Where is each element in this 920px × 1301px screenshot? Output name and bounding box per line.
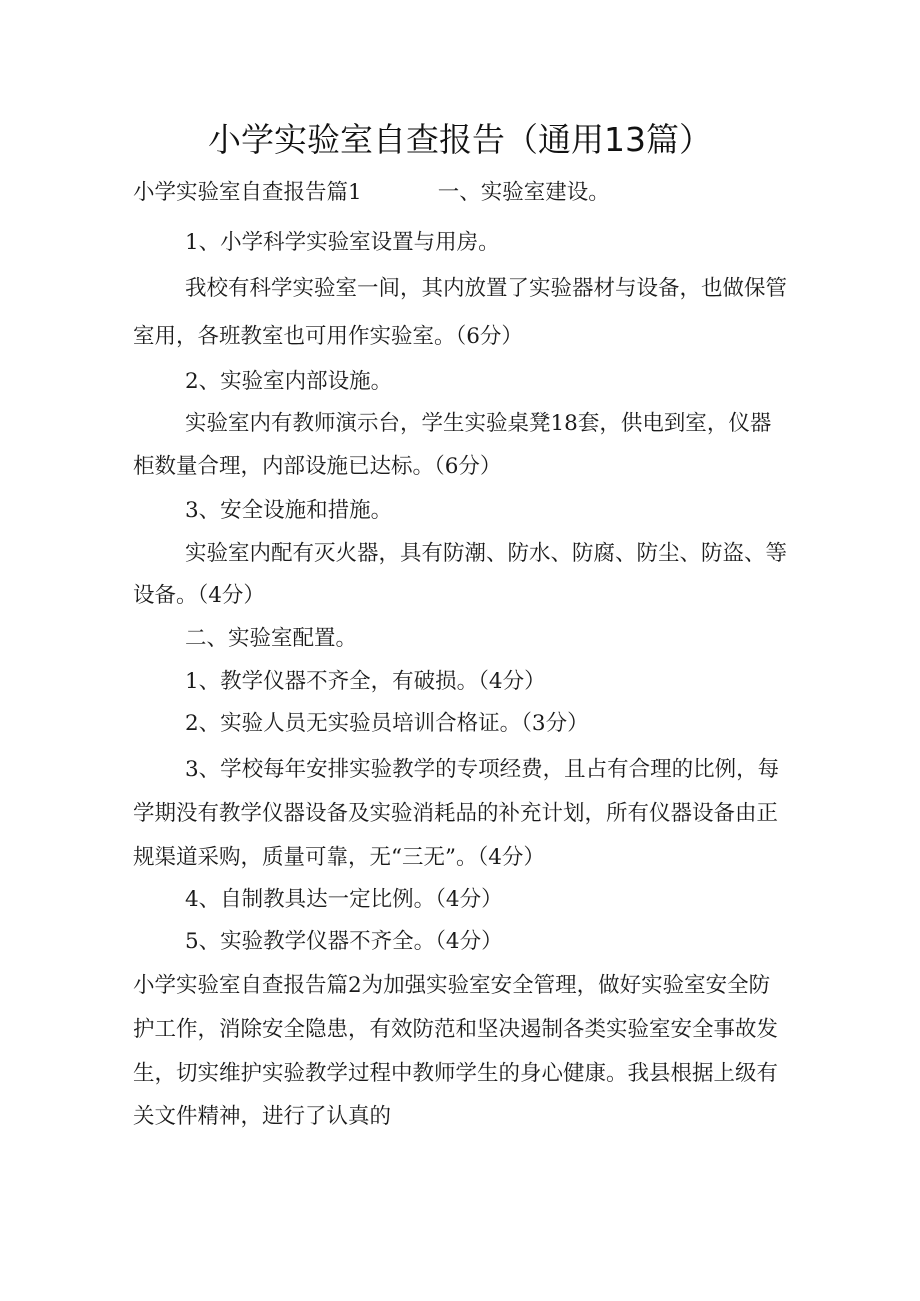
paragraph-line: 我校有科学实验室一间，其内放置了实验器材与设备，也做保管 xyxy=(185,276,788,301)
paragraph-line: 2、实验室内部设施。 xyxy=(185,369,393,394)
paragraph-line: 室用，各班教室也可用作实验室。（6分） xyxy=(133,324,523,349)
paragraph-line: 二、实验室配置。 xyxy=(185,626,358,651)
paragraph-line: 小学实验室自查报告篇2为加强实验室安全管理，做好实验室安全防 xyxy=(133,973,771,998)
paragraph-line: 实验室内配有灭火器，具有防潮、防水、防腐、防尘、防盗、等 xyxy=(185,541,788,566)
paragraph-line: 生，切实维护实验教学过程中教师学生的身心健康。我县根据上级有 xyxy=(133,1061,779,1086)
paragraph-line: 5、实验教学仪器不齐全。（4分） xyxy=(185,929,503,954)
section-heading-1: 小学实验室自查报告篇1 xyxy=(133,180,362,205)
paragraph-line: 4、自制教具达一定比例。（4分） xyxy=(185,887,503,912)
paragraph-line: 1、小学科学实验室设置与用房。 xyxy=(185,230,500,255)
paragraph-line: 柜数量合理，内部设施已达标。（6分） xyxy=(133,454,502,479)
paragraph-line: 3、安全设施和措施。 xyxy=(185,498,393,523)
paragraph-line: 实验室内有教师演示台，学生实验桌凳18套，供电到室，仪器 xyxy=(185,411,772,436)
paragraph-line: 1、教学仪器不齐全，有破损。（4分） xyxy=(185,669,546,694)
subsection-heading: 一、实验室建设。 xyxy=(437,180,610,205)
paragraph-line: 设备。（4分） xyxy=(133,583,265,608)
paragraph-line: 关文件精神，进行了认真的 xyxy=(133,1104,392,1129)
paragraph-line xyxy=(133,178,610,208)
paragraph-line: 护工作，消除安全隐患，有效防范和坚决遏制各类实验室安全事故发 xyxy=(133,1017,779,1042)
document-title: 小学实验室自查报告（通用13篇） xyxy=(208,120,712,159)
paragraph-line: 3、学校每年安排实验教学的专项经费，且占有合理的比例，每 xyxy=(185,757,780,782)
paragraph-line: 学期没有教学仪器设备及实验消耗品的补充计划，所有仪器设备由正 xyxy=(133,801,779,826)
paragraph-line: 规渠道采购，质量可靠，无“三无”。（4分） xyxy=(133,845,545,870)
paragraph-line: 2、实验人员无实验员培训合格证。（3分） xyxy=(185,711,589,736)
